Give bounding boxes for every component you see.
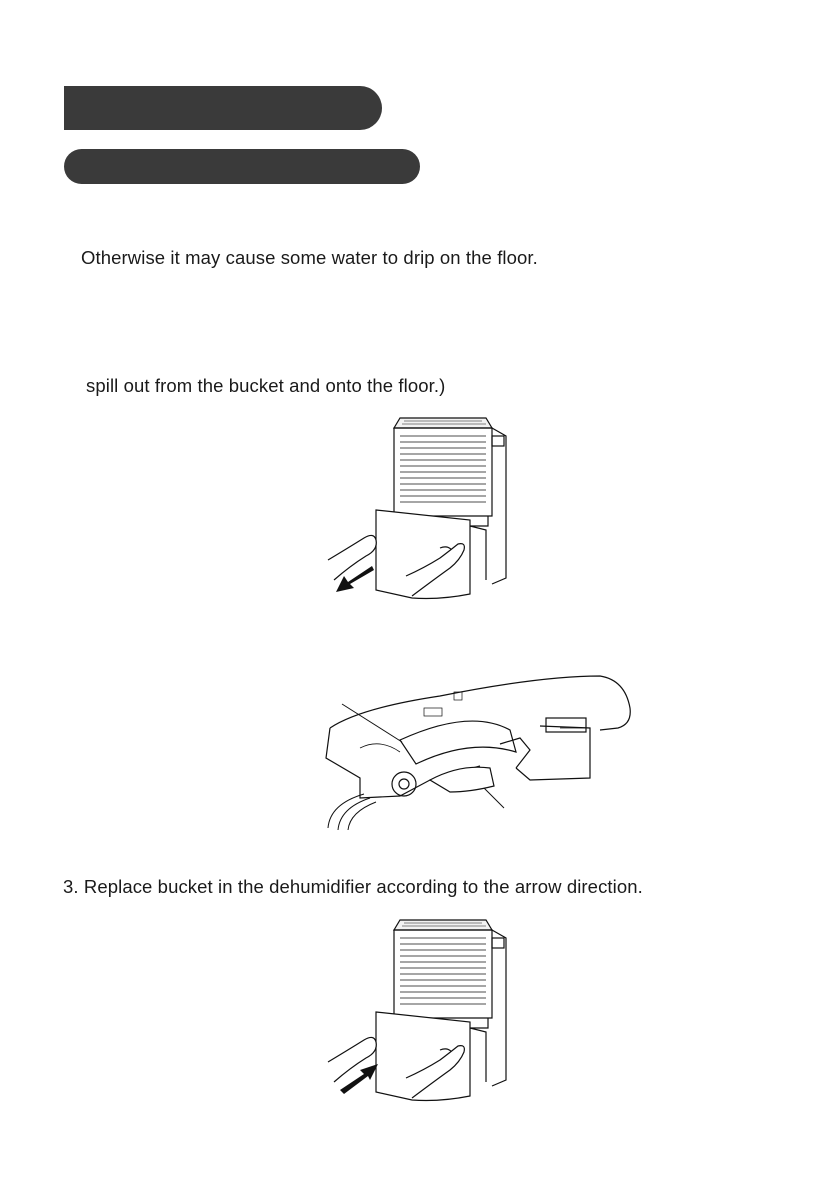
spill-warning-text: spill out from the bucket and onto the floor.) [86,375,446,396]
remove-bucket-illustration-icon [320,408,520,603]
replace-bucket-illustration-icon [320,910,520,1105]
subsection-header-bar [64,149,420,184]
step-3-replace-text: 3. Replace bucket in the dehumidifier according to the arrow direction. [63,876,643,897]
section-header-bar [64,86,382,130]
empty-bucket-illustration-icon [320,668,635,836]
drip-warning-text: Otherwise it may cause some water to drip on the floor. [81,247,538,268]
